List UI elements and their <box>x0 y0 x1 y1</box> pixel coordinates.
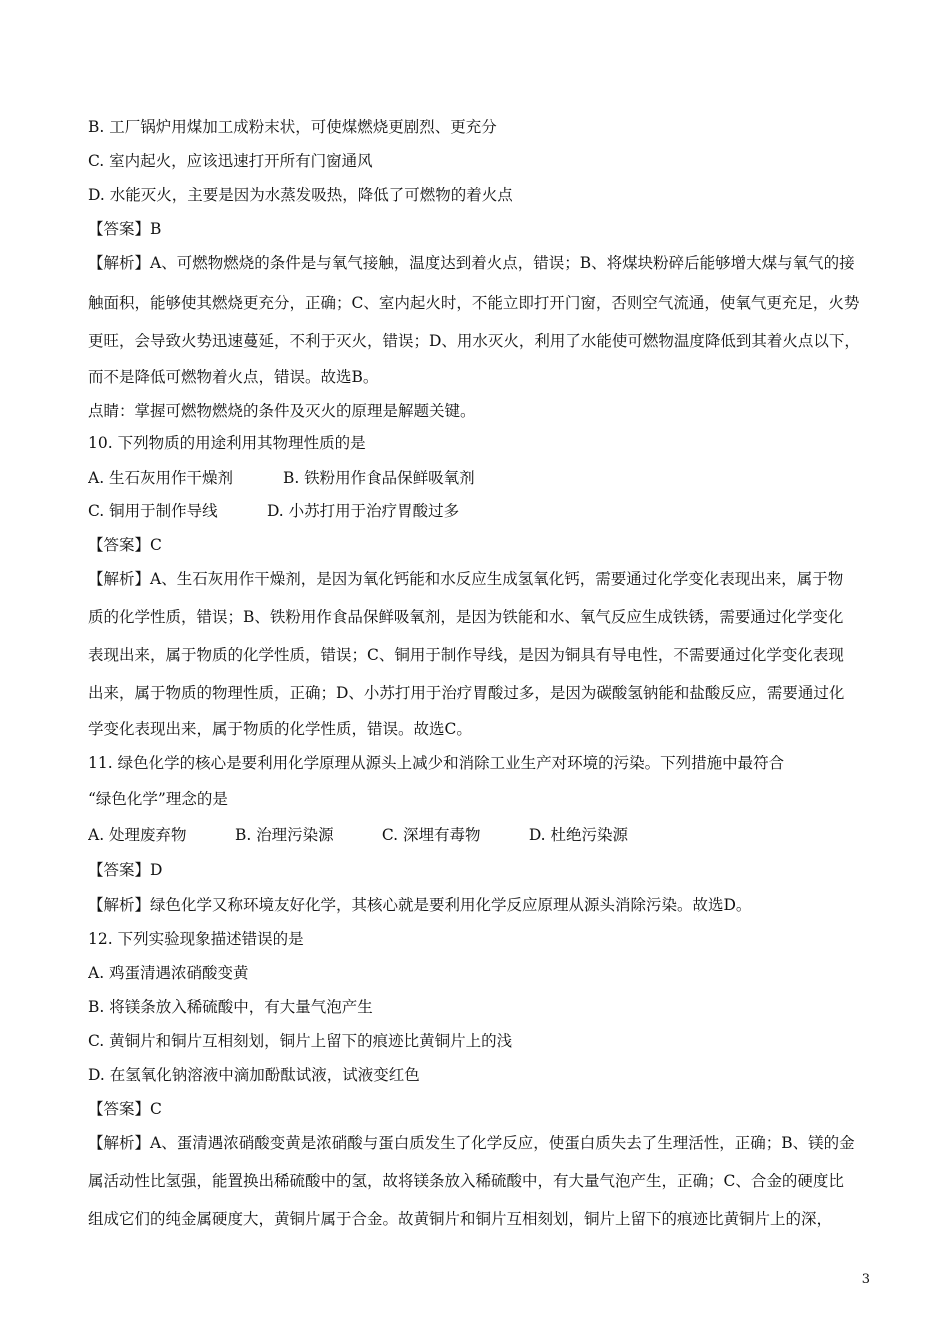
q9-option-d: D. 水能灭火，主要是因为水蒸发吸热，降低了可燃物的着火点 <box>88 186 513 204</box>
q11-option-a: A. 处理废弃物 <box>88 826 187 844</box>
q12-option-d: D. 在氢氧化钠溶液中滴加酚酞试液，试液变红色 <box>88 1066 420 1084</box>
q10-analysis-line-1: 【解析】A、生石灰用作干燥剂，是因为氧化钙能和水反应生成氢氧化钙，需要通过化学变化表现出来，属于物 <box>88 570 844 588</box>
q12-analysis-line-2: 属活动性比氢强，能置换出稀硫酸中的氢，故将镁条放入稀硫酸中，有大量气泡产生，正确；C、合金的硬度比 <box>88 1172 844 1190</box>
q12-option-c: C. 黄铜片和铜片互相刻划，铜片上留下的痕迹比黄铜片上的浅 <box>88 1032 513 1050</box>
q12-stem: 12. 下列实验现象描述错误的是 <box>88 930 304 948</box>
q9-answer: 【答案】B <box>88 220 162 238</box>
q11-stem-line-2: “绿色化学”理念的是 <box>88 790 228 808</box>
page-number: 3 <box>861 1272 870 1287</box>
q10-analysis-line-2: 质的化学性质，错误；B、铁粉用作食品保鲜吸氧剂，是因为铁能和水、氧气反应生成铁锈，需要通过化学变化 <box>88 608 844 626</box>
q10-analysis-line-3: 表现出来，属于物质的化学性质，错误；C、铜用于制作导线，是因为铜具有导电性，不需要通过化学变化表现 <box>88 646 844 664</box>
q11-analysis: 【解析】绿色化学又称环境友好化学，其核心就是要利用化学反应原理从源头消除污染。故选D。 <box>88 896 752 914</box>
q10-stem: 10. 下列物质的用途利用其物理性质的是 <box>88 434 366 452</box>
q12-analysis-line-3: 组成它们的纯金属硬度大，黄铜片属于合金。故黄铜片和铜片互相刻划，铜片上留下的痕迹比黄铜片上的深， <box>88 1210 833 1228</box>
q9-analysis-line-2: 触面积，能够使其燃烧更充分，正确；C、室内起火时，不能立即打开门窗，否则空气流通，使氧气更充足，火势 <box>88 294 860 312</box>
q11-option-b: B. 治理污染源 <box>234 826 334 844</box>
q11-stem-line-1: 11. 绿色化学的核心是要利用化学原理从源头上减少和消除工业生产对环境的污染。下列措施中最符合 <box>88 754 785 772</box>
q10-analysis-line-5: 学变化表现出来，属于物质的化学性质，错误。故选C。 <box>88 720 472 738</box>
q9-analysis-line-4: 而不是降低可燃物着火点，错误。故选B。 <box>88 368 379 386</box>
q10-option-a: A. 生石灰用作干燥剂 <box>88 469 234 487</box>
q10-options-row-2 <box>88 500 878 522</box>
q12-option-a: A. 鸡蛋清遇浓硝酸变黄 <box>88 964 249 982</box>
q10-answer: 【答案】C <box>88 536 162 554</box>
q10-options-row-1 <box>88 467 878 489</box>
q10-analysis-line-4: 出来，属于物质的物理性质，正确；D、小苏打用于治疗胃酸过多，是因为碳酸氢钠能和盐酸反应，需要通过化 <box>88 684 845 702</box>
q12-answer: 【答案】C <box>88 1100 162 1118</box>
q12-analysis-line-1: 【解析】A、蛋清遇浓硝酸变黄是浓硝酸与蛋白质发生了化学反应，使蛋白质失去了生理活性，正确；B、镁的金 <box>88 1134 855 1152</box>
q12-option-b: B. 将镁条放入稀硫酸中，有大量气泡产生 <box>88 998 373 1016</box>
q11-options-row <box>88 824 878 846</box>
q9-tip: 点睛：掌握可燃物燃烧的条件及灭火的原理是解题关键。 <box>88 402 476 420</box>
q10-option-d: D. 小苏打用于治疗胃酸过多 <box>266 502 460 520</box>
q11-option-c: C. 深埋有毒物 <box>381 826 481 844</box>
q9-option-b: B. 工厂锅炉用煤加工成粉末状，可使煤燃烧更剧烈、更充分 <box>88 118 497 136</box>
q9-analysis-line-3: 更旺，会导致火势迅速蔓延，不利于灭火，错误；D、用水灭火，利用了水能使可燃物温度降低到其着火点以下， <box>88 332 860 350</box>
q10-option-c: C. 铜用于制作导线 <box>88 502 218 520</box>
q11-option-d: D. 杜绝污染源 <box>528 826 629 844</box>
q11-answer: 【答案】D <box>88 861 163 879</box>
q10-option-b: B. 铁粉用作食品保鲜吸氧剂 <box>282 469 475 487</box>
q9-analysis-line-1: 【解析】A、可燃物燃烧的条件是与氧气接触，温度达到着火点，错误；B、将煤块粉碎后能够增大煤与氧气的接 <box>88 254 855 272</box>
q9-option-c: C. 室内起火，应该迅速打开所有门窗通风 <box>88 152 373 170</box>
